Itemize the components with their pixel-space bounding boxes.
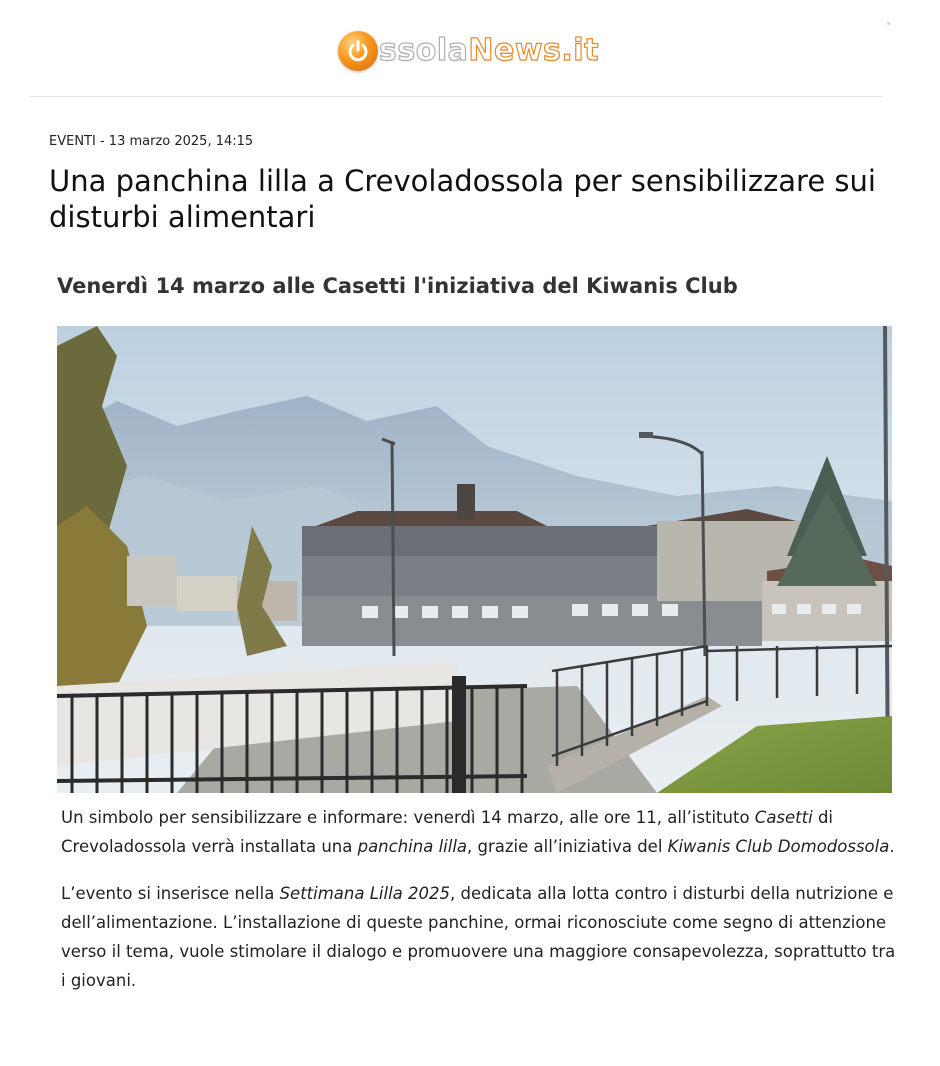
paragraph-text: , grazie all’iniziativa del [467, 837, 668, 856]
article-title: Una panchina lilla a Crevoladossola per sensibilizzare sui disturbi alimentari [49, 164, 876, 234]
article-subtitle: Venerdì 14 marzo alle Casetti l'iniziativa del Kiwanis Club [57, 274, 738, 298]
paragraph-text: , dedicata alla lotta contro i disturbi della nutrizione e dell’alimentazione. L’installazione di queste panchine, ormai riconosciute come segno di attenzione verso il tema, vuole stimolare il dialogo e promuovere una maggiore consapevolezza, soprattutto tra i giovani. [61, 884, 896, 990]
article-photo [57, 326, 892, 793]
logo-text-orange: News.it [468, 33, 599, 68]
paragraph-text: . [889, 837, 895, 856]
article-body [61, 803, 901, 1013]
article-paragraph-2 [61, 879, 901, 995]
site-logo[interactable] [338, 28, 599, 74]
header-divider [30, 96, 882, 97]
emphasis-text: panchina lilla [357, 837, 468, 856]
article-date: 13 marzo 2025, 14:15 [108, 134, 254, 149]
article-paragraph-1 [61, 803, 901, 861]
emphasis-text: Settimana Lilla 2025 [279, 884, 451, 903]
logo-text-white: ssola [379, 33, 469, 68]
power-icon [338, 31, 378, 71]
photo-illustration [57, 326, 892, 793]
header-dot [887, 22, 890, 25]
paragraph-text: di Crevoladossola verrà installata una [61, 808, 834, 856]
paragraph-text: Un simbolo per sensibilizzare e informare: venerdì 14 marzo, alle ore 11, all’istituto [61, 808, 755, 827]
paragraph-text: L’evento si inserisce nella [61, 884, 280, 903]
article-category[interactable]: EVENTI [49, 134, 96, 149]
article-meta [49, 134, 253, 149]
emphasis-text: Casetti [754, 808, 813, 827]
logo-wordmark [379, 31, 599, 71]
site-header [0, 0, 940, 97]
emphasis-text: Kiwanis Club Domodossola [667, 837, 890, 856]
meta-separator: - [99, 134, 109, 149]
